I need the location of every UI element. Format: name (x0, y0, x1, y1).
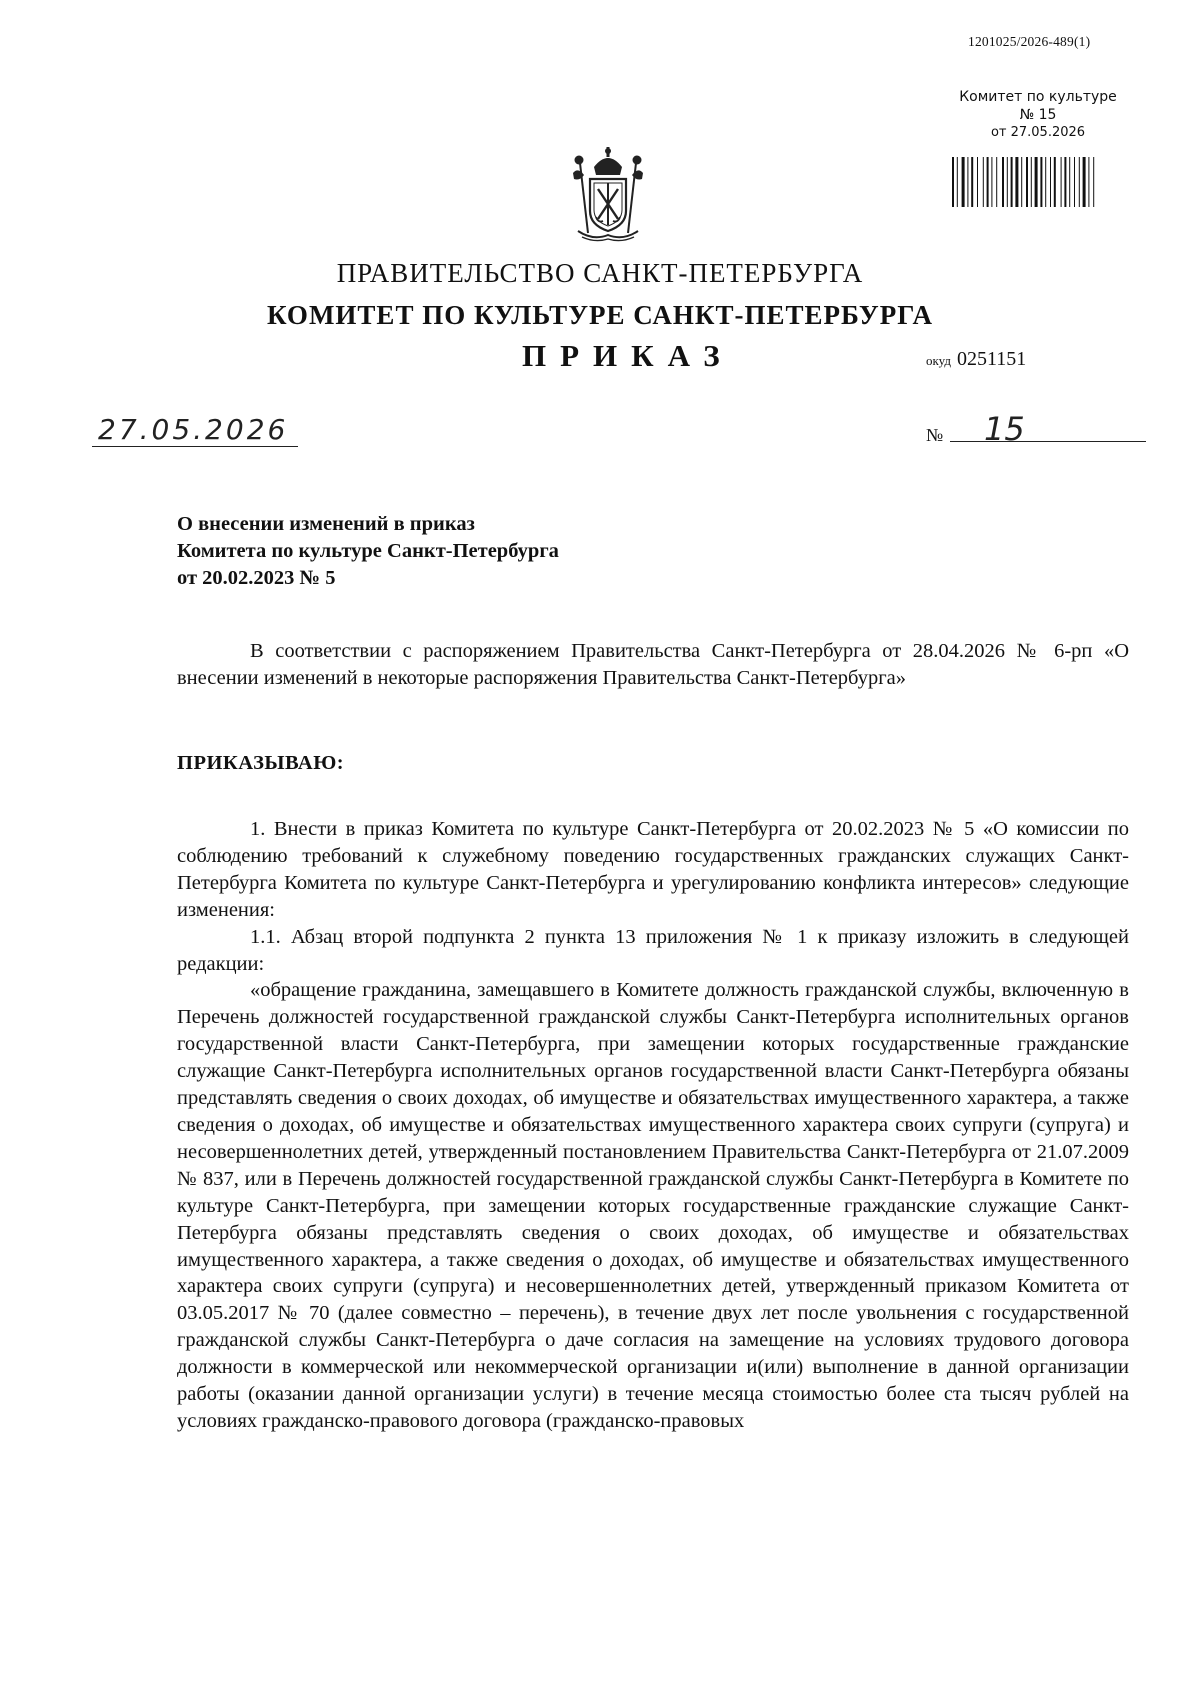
decree-heading: ПРИКАЗЫВАЮ: (177, 752, 345, 774)
preamble-paragraph: В соответствии с распоряжением Правительства Санкт-Петербурга от 28.04.2026 № 6-рп «О внесении изменений в некоторые распоряжения Правительства Санкт-Петербурга» (177, 640, 1129, 689)
registration-stamp (940, 88, 1136, 142)
handwritten-date: 27.05.2026 (92, 414, 298, 447)
order-body (177, 816, 1129, 1435)
registration-number: 1201025/2026-489(1) (968, 34, 1091, 49)
subject-block (177, 511, 559, 592)
handwritten-number: 15 (984, 410, 1025, 448)
number-underline (950, 441, 1146, 442)
okud-code (926, 348, 1026, 371)
preamble-block (177, 638, 1129, 692)
paragraph-1-1: 1.1. Абзац второй подпункта 2 пункта 13 приложения № 1 к приказу изложить в следующей редакции: (177, 925, 1129, 975)
paragraph-quote: «обращение гражданина, замещавшего в Комитете должность гражданской службы, включенную в Перечень должностей государственной гражданской службы Санкт-Петербурга исполнительных органов государственной власти Санкт-Петербурга, при замещении которых государственные гражданские служащие Санкт-Петербурга исполнительных органов государственной власти Санкт-Петербурга обязаны представлять сведения о своих доходах, об имуществе и обязательствах имущественного характера, а также сведения о доходах, об имуществе и обязательствах имущественного характера своих супруги (супруга) и несовершеннолетних детей, утвержденный постановлением Правительства Санкт-Петербурга от 21.07.2009 № 837, или в Перечень должностей государственной гражданской службы Санкт-Петербурга в Комитете по культуре Санкт-Петербурга, при замещении которых государственные гражданские служащие Санкт-Петербурга обязаны представлять сведения о своих доходах, об имуществе и обязательствах имущественного характера, а также сведения о доходах, об имуществе и обязательствах имущественного характера своих супруги (супруга) и несовершеннолетних детей, утвержденный приказом Комитета от 03.05.2017 № 70 (далее совместно – перечень), в течение двух лет после увольнения с государственной гражданской службы Санкт-Петербурга о даче согласия на замещение на условиях трудового договора должности в коммерческой или некоммерческой организации и(или) выполнение в данной организации работы (оказании данной организации услуги) в течение месяца стоимостью более ста тысяч рублей на условиях гражданско-правового договора (гражданско-правовых (177, 979, 1129, 1432)
stamp-org: Комитет по культуре (959, 89, 1117, 105)
coat-of-arms-icon (558, 145, 658, 243)
number-label: № (926, 425, 944, 445)
government-title: ПРАВИТЕЛЬСТВО САНКТ-ПЕТЕРБУРГА (336, 258, 864, 288)
document-type: ПРИКАЗ (522, 338, 734, 373)
subject-line: Комитета по культуре Санкт-Петербурга (177, 540, 559, 562)
stamp-date: от 27.05.2026 (990, 125, 1086, 140)
subject-line: от 20.02.2023 № 5 (177, 567, 336, 589)
barcode-icon (952, 157, 1126, 207)
stamp-number: № 15 (1019, 107, 1057, 123)
committee-title: КОМИТЕТ ПО КУЛЬТУРЕ САНКТ-ПЕТЕРБУРГА (267, 300, 933, 330)
paragraph-1: 1. Внести в приказ Комитета по культуре Санкт-Петербурга от 20.02.2023 № 5 «О комиссии по соблюдению требований к служебному поведению государственных гражданских служащих Санкт-Петербурга Комитета по культуре Санкт-Петербурга и урегулированию конфликта интересов» следующие изменения: (177, 818, 1129, 921)
subject-line: О внесении изменений в приказ (177, 513, 475, 535)
okud-label: окуд (926, 353, 951, 368)
okud-value: 0251151 (956, 348, 1027, 370)
